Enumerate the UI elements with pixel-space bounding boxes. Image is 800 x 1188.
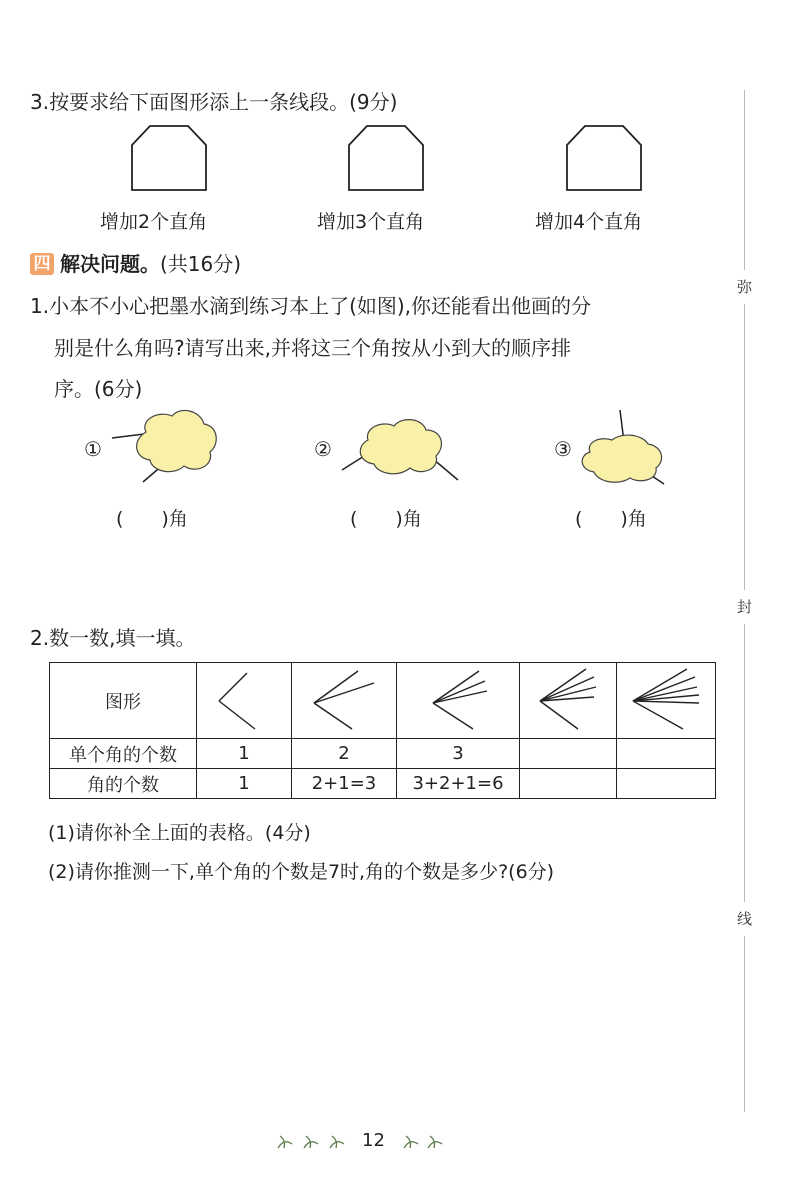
seal-char-1: 弥 [737, 278, 753, 296]
q2-sub1: (1)请你补全上面的表格。(4分) [48, 822, 311, 844]
sprout-decoration [270, 1128, 450, 1154]
answer-blank-2[interactable]: ( )角 [350, 508, 422, 530]
angle-marker-2: ② [314, 437, 332, 461]
seal-char-2: 封 [737, 598, 753, 616]
fan-figure-1 [197, 663, 292, 739]
q1-line1: 1.小本不小心把墨水滴到练习本上了(如图),你还能看出他画的分 [30, 294, 592, 318]
section4-badge: 四 [30, 253, 54, 275]
q2-sub2: (2)请你推测一下,单个角的个数是7时,角的个数是多少?(6分) [48, 861, 555, 883]
seal-char-3: 线 [737, 910, 753, 928]
seal-line-segment [744, 90, 745, 270]
row-header-single: 单个角的个数 [50, 739, 197, 769]
ink-blot-3 [582, 435, 661, 482]
angle-count-1: 1 [197, 769, 292, 799]
seal-line-segment [744, 304, 745, 590]
q3-label-1: 增加2个直角 [100, 211, 208, 233]
angle-count-5[interactable] [617, 769, 716, 799]
answer-blank-1[interactable]: ( )角 [116, 508, 188, 530]
q3-label-3: 增加4个直角 [535, 211, 643, 233]
single-count-1: 1 [197, 739, 292, 769]
single-count-3: 3 [397, 739, 520, 769]
page-number: 12 [362, 1130, 385, 1151]
answer-blank-3[interactable]: ( )角 [575, 508, 647, 530]
section4-points: (共16分) [160, 252, 242, 276]
angle-count-3: 3+2+1=6 [397, 769, 520, 799]
q3-label-2: 增加3个直角 [317, 211, 425, 233]
q3-title: 3.按要求给下面图形添上一条线段。(9分) [30, 90, 398, 114]
single-count-4[interactable] [520, 739, 617, 769]
fan-figure-3 [397, 663, 520, 739]
angle-count-4[interactable] [520, 769, 617, 799]
single-count-5[interactable] [617, 739, 716, 769]
angle-figure-1 [112, 410, 216, 482]
row-header-shape: 图形 [50, 663, 197, 739]
section4-title: 解决问题。 [60, 252, 160, 276]
row-header-angles: 角的个数 [50, 769, 197, 799]
q1-line3: 序。(6分) [54, 377, 143, 401]
q1-line2: 别是什么角吗?请写出来,并将这三个角按从小到大的顺序排 [54, 336, 571, 360]
fan-figure-5 [617, 663, 716, 739]
angle-marker-1: ① [84, 437, 102, 461]
angle-marker-3: ③ [554, 437, 572, 461]
angle-figure-2 [342, 420, 458, 480]
fan-figure-4 [520, 663, 617, 739]
q2-title: 2.数一数,填一填。 [30, 626, 196, 650]
fan-figure-2 [292, 663, 397, 739]
ink-blot-2 [360, 420, 441, 474]
seal-line-segment [744, 936, 745, 1112]
angle-figure-3 [582, 410, 664, 484]
seal-line-segment [744, 624, 745, 902]
ink-blot-1 [137, 410, 217, 471]
single-count-2: 2 [292, 739, 397, 769]
angle-count-2: 2+1=3 [292, 769, 397, 799]
angle-count-table [49, 662, 716, 799]
